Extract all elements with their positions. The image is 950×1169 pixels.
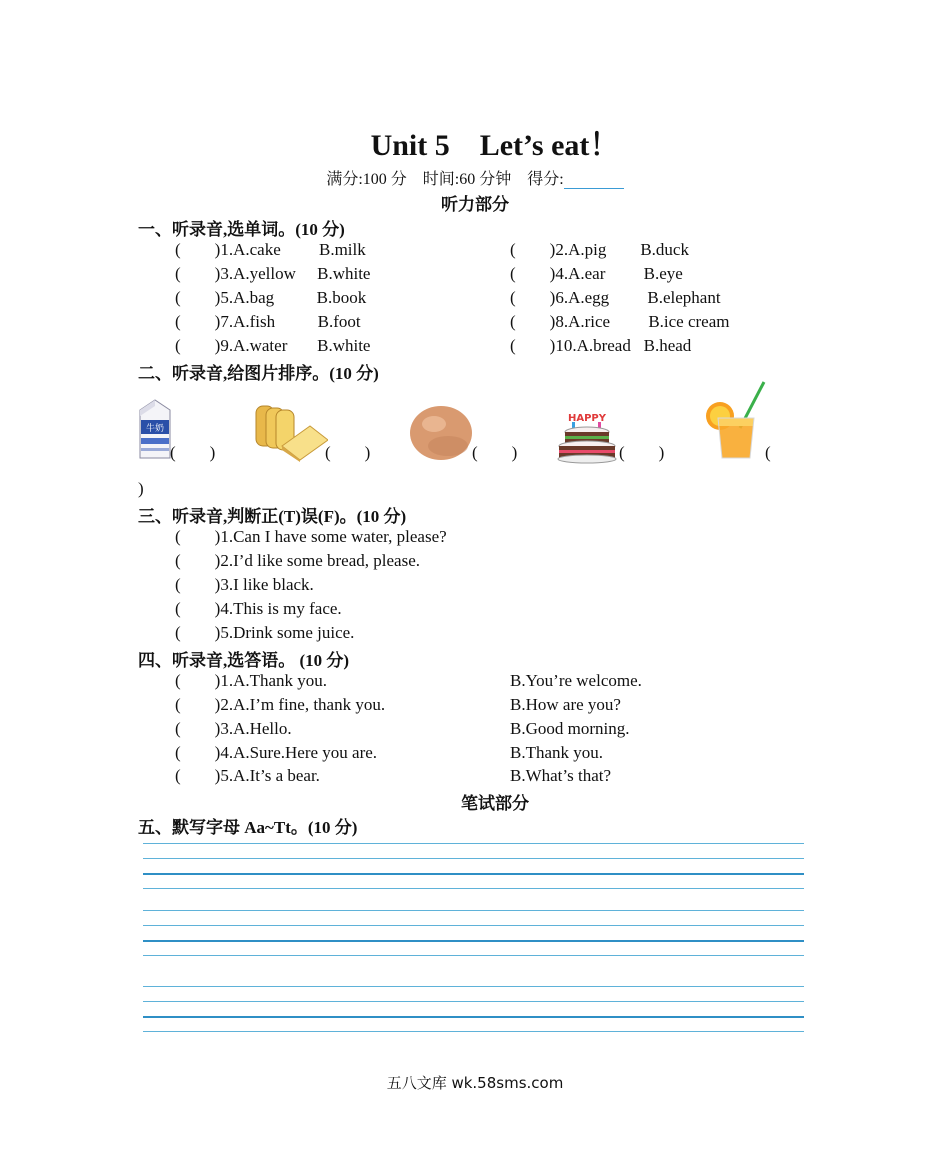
writing-line (143, 1016, 804, 1018)
writing-line (143, 1031, 804, 1032)
s1-q8: ( )8.A.rice B.ice cream (510, 312, 730, 331)
page-title: Unit 5 Let’s eat！ (370, 129, 620, 162)
pic-paren-3: ( ) (472, 443, 518, 462)
footer-watermark: 五八文库 wk.58sms.com (386, 1074, 564, 1092)
s4-q5-b: B.What’s that? (510, 766, 612, 785)
s1-q6: ( )6.A.egg B.elephant (510, 288, 721, 307)
milk-label: 牛奶 (145, 424, 165, 434)
writing-line (143, 940, 804, 942)
writing-line (143, 955, 804, 956)
s4-q1-b: B.You’re welcome. (510, 671, 642, 690)
s1-q5: ( )5.A.bag B.book (175, 288, 367, 307)
s4-q3-b: B.Good morning. (510, 719, 630, 738)
cake-happy-text: HAPPY (567, 413, 607, 424)
s4-q2-b: B.How are you? (510, 695, 621, 714)
full-score: 满分:100 分 (326, 171, 407, 188)
section-2-heading: 二、听录音,给图片排序。(10 分) (138, 364, 379, 383)
s3-q5: ( )5.Drink some juice. (175, 623, 355, 642)
s1-q1: ( )1.A.cake B.milk (175, 240, 366, 259)
orange-juice-image (704, 380, 768, 462)
writing-line (143, 858, 804, 859)
writing-line (143, 843, 804, 844)
s4-q3-a: ( )3.A.Hello. (175, 719, 292, 738)
s1-q3: ( )3.A.yellow B.white (175, 264, 371, 283)
score-label: 得分: (527, 171, 564, 188)
section-5-heading: 五、默写字母 Aa~Tt。(10 分) (138, 818, 358, 837)
section-4-heading: 四、听录音,选答语。 (10 分) (138, 651, 350, 670)
s4-q4-b: B.Thank you. (510, 743, 604, 762)
pic-paren-4: ( ) (619, 443, 665, 462)
s1-q10: ( )10.A.bread B.head (510, 336, 692, 355)
milk-carton-image (136, 396, 174, 462)
writing-heading: 笔试部分 (461, 794, 529, 814)
birthday-cake-image (556, 406, 618, 464)
bread-image (252, 400, 328, 462)
pic-paren-1: ( ) (170, 443, 216, 462)
s3-q3: ( )3.I like black. (175, 575, 314, 594)
s4-q2-a: ( )2.A.I’m fine, thank you. (175, 695, 386, 714)
s4-q5-a: ( )5.A.It’s a bear. (175, 766, 320, 785)
s1-q4: ( )4.A.ear B.eye (510, 264, 683, 283)
section-1-heading: 一、听录音,选单词。(10 分) (138, 220, 345, 239)
writing-line (143, 873, 804, 875)
time-limit: 时间:60 分钟 (422, 171, 512, 188)
s1-q7: ( )7.A.fish B.foot (175, 312, 361, 331)
s4-q1-a: ( )1.A.Thank you. (175, 671, 328, 690)
s3-q1: ( )1.Can I have some water, please? (175, 527, 447, 546)
s3-q2: ( )2.I’d like some bread, please. (175, 551, 420, 570)
score-blank[interactable] (564, 170, 624, 189)
writing-line (143, 888, 804, 889)
section-3-heading: 三、听录音,判断正(T)误(F)。(10 分) (138, 507, 407, 526)
s4-q4-a: ( )4.A.Sure.Here you are. (175, 743, 378, 762)
pic-paren-2: ( ) (325, 443, 371, 462)
exam-meta (0, 166, 950, 189)
pic-paren-5: ( (765, 443, 771, 462)
pic-paren-close: ) (138, 479, 144, 498)
writing-line (143, 910, 804, 911)
writing-line (143, 925, 804, 926)
writing-line (143, 1001, 804, 1002)
egg-image (408, 404, 474, 462)
s1-q9: ( )9.A.water B.white (175, 336, 371, 355)
listening-heading: 听力部分 (441, 195, 509, 215)
writing-line (143, 986, 804, 987)
s3-q4: ( )4.This is my face. (175, 599, 342, 618)
s1-q2: ( )2.A.pig B.duck (510, 240, 689, 259)
